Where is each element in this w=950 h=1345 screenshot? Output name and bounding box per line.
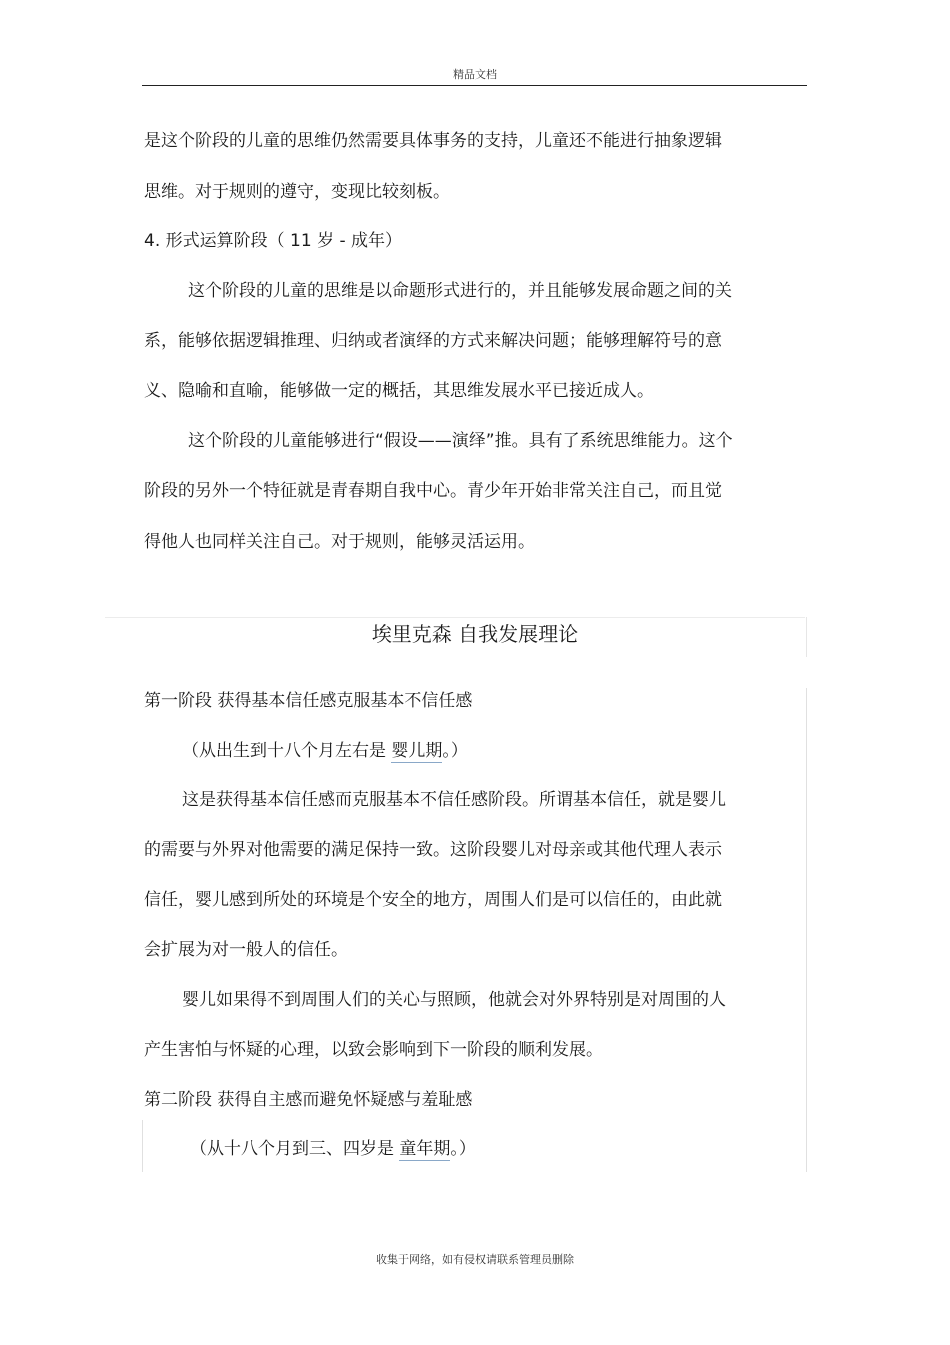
stage1-age-suffix: 。） (442, 741, 468, 761)
stage1-heading: 第一阶段 获得基本信任感克服基本不信任感 (144, 691, 473, 711)
frame-left-border (142, 1120, 143, 1172)
body-line: 系，能够依据逻辑推理、归纳或者演绎的方式来解决问题；能够理解符号的意 (144, 331, 722, 351)
body-line: 阶段的另外一个特征就是青春期自我中心。青少年开始非常关注自己，而且觉 (144, 481, 722, 501)
body-line: 义、隐喻和直喻，能够做一定的概括，其思维发展水平已接近成人。 (144, 381, 654, 401)
stage2-age-prefix: （从十八个月到三、四岁是 (190, 1139, 400, 1159)
stage1-age-prefix: （从出生到十八个月左右是 (182, 741, 392, 761)
body-line: 会扩展为对一般人的信任。 (144, 940, 348, 960)
body-line: 这个阶段的儿童能够进行“假设——演绎”推。具有了系统思维能力。这个 (188, 431, 733, 451)
body-line: 的需要与外界对他需要的满足保持一致。这阶段婴儿对母亲或其他代理人表示 (144, 840, 722, 860)
body-line: 思维。对于规则的遵守，变现比较刻板。 (144, 182, 450, 202)
body-line: 这个阶段的儿童的思维是以命题形式进行的，并且能够发展命题之间的关 (188, 281, 732, 301)
header-divider (142, 85, 807, 86)
body-line: 这是获得基本信任感而克服基本不信任感阶段。所谓基本信任，就是婴儿 (182, 790, 726, 810)
stage1-age-term: 婴儿期 (391, 741, 443, 761)
section-heading: 4. 形式运算阶段（ 11 岁 - 成年） (144, 231, 403, 251)
body-line: 婴儿如果得不到周围人们的关心与照顾，他就会对外界特别是对周围的人 (182, 990, 726, 1010)
stage2-age-suffix: 。） (450, 1139, 476, 1159)
stage2-age-line (190, 1138, 476, 1160)
stage2-age-term: 童年期 (399, 1139, 451, 1159)
page-footer: 收集于网络，如有侵权请联系管理员删除 (376, 1253, 574, 1266)
title-frame-top (105, 617, 805, 618)
frame-right-border (806, 688, 807, 1172)
page-header: 精品文档 (453, 68, 497, 81)
body-line: 信任，婴儿感到所处的环境是个安全的地方，周围人们是可以信任的，由此就 (144, 890, 722, 910)
section-title: 埃里克森 自我发展理论 (371, 622, 579, 646)
body-line: 是这个阶段的儿童的思维仍然需要具体事务的支持，儿童还不能进行抽象逻辑 (144, 131, 722, 151)
body-line: 得他人也同样关注自己。对于规则，能够灵活运用。 (144, 532, 535, 552)
stage1-age-line (182, 740, 468, 762)
body-line: 产生害怕与怀疑的心理，以致会影响到下一阶段的顺利发展。 (144, 1040, 603, 1060)
stage2-heading: 第二阶段 获得自主感而避免怀疑感与羞耻感 (144, 1090, 473, 1110)
